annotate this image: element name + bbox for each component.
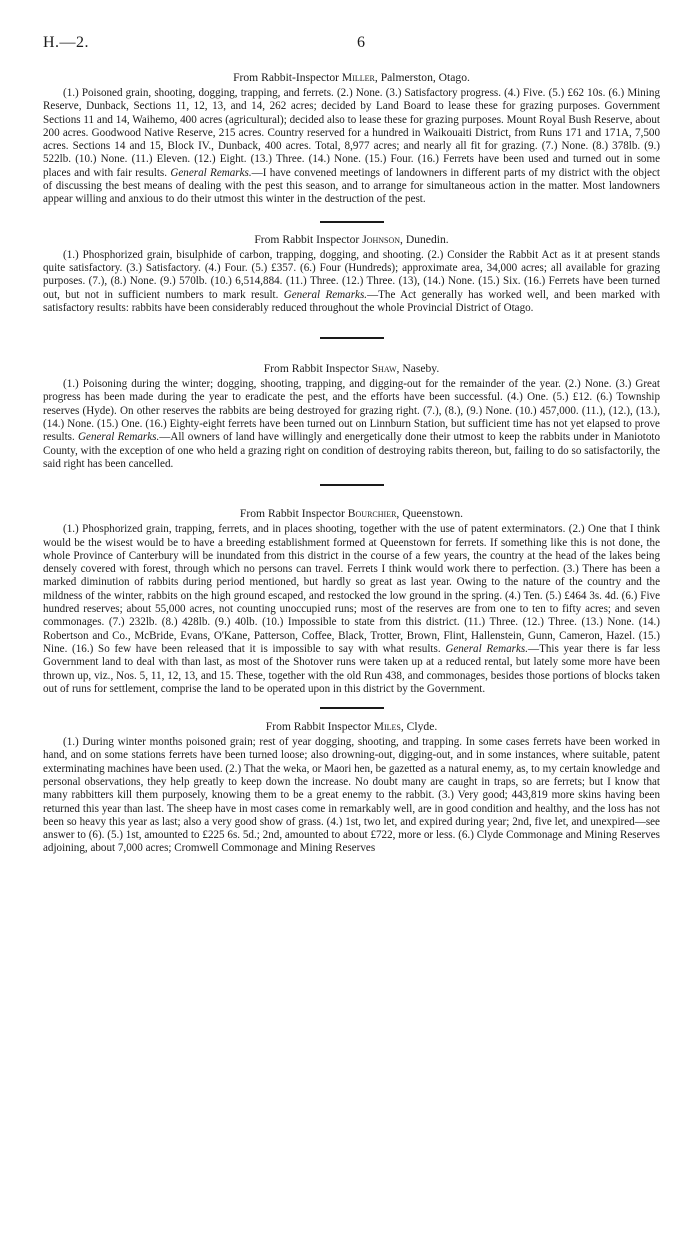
general-remarks-text: —All owners of land have willingly and energetically done their utmost to keep the rabbits under in Maniototo County, with the exception of one who held a grazing right on condition of destroying rabits thereon, but, failing to do so satisfactorily, the said right has been cancelled. bbox=[43, 431, 661, 470]
general-remarks-text: —The Act generally has worked well, and been marked with satisfactory results: rabbits have been considerably reduced throughout the whole Provincial District of Otago. bbox=[43, 288, 661, 314]
section-heading bbox=[43, 361, 660, 376]
heading-prefix: From Rabbit Inspector bbox=[254, 232, 363, 246]
answers-text: (1.) Phosphorized grain, trapping, ferrets, and in places shooting, together with the use of patent exterminators. (2.) One that I think would be the wisest would be to have a breeding establishment formed at Queenstown for ferrets. If something like this is not done, the whole Province of Canterbury will be inundated from this district in the course of a few years, the country at the head of the lakes being densely covered with forest, through which no persons can travel. Ferrets I think would work there to perfection. (3.) There has been a marked diminution of rabbits during period mentioned, but hardly so great as last year. Owing to the nature of the country and the mildness of the winter, rabbits on the high ground escaped, and restocked the low ground in the spring. (4.) Ten. (5.) £464 3s. 4d. (6.) Five hundred reserves; about 55,000 acres, not counting unoccupied runs; most of the reserves are from one to ten to fifty acres; and seven commonages. (7.) 232lb. (8.) 428lb. (9.) 40lb. (10.) Impossible to state from this district. (11.) Three. (12.) Three. (13.) None. (14.) Robertson and Co., McBride, Evans, O'Kane, Patterson, Coffee, Black, Trotter, Brown, Flint, Hallenstein, Gunn, Cameron, Hazel. (15.) Nine. (16.) So few have been released that it is impossible to say with what results. bbox=[43, 523, 660, 655]
general-remarks-label: General Remarks. bbox=[445, 642, 528, 655]
answers-text: (1.) Poisoning during the winter; dogging, shooting, trapping, and digging-out for the remainder of the year. (2.) None. (3.) Great progress has been made during the year to eradicate the pest, and the efforts have been successful. (4.) One. (5.) £12. (6.) Township reserves (Hyde). On other reserves the rabbits are being destroyed for grazing right. (7.), (8.), (9.) None. (10.) 457,000. (11.), (12.), (13.), (14.) None. (15.) One. (16.) Eighty-eight ferrets have been turned out on Linnburn Station, but sufficient time has not yet elapsed to prove results. bbox=[43, 378, 660, 444]
general-remarks-label: General Remarks. bbox=[78, 431, 160, 444]
general-remarks-text: —I have convened meetings of landowners in different parts of my district with the object of discussing the best means of dealing with the pest this season, and to arrange for simultaneous action in the matter. Most landowners appear willing and anxious to do their utmost this winter in the destruction of the pest. bbox=[43, 166, 660, 206]
report-section-miller bbox=[43, 70, 660, 207]
section-body bbox=[43, 523, 660, 696]
inspector-name: Miles bbox=[373, 720, 401, 734]
report-section-johnson bbox=[43, 232, 660, 315]
general-remarks-text: —This year there is far less Government land to deal with than last, as most of the Shotover runs were taken up at a reduced rental, but lately some more have been thrown up, viz., Nos. 5, 11, 12, 13, and 15. These, together with the old Run 438, and commonages, besides those portions of blocks taken out of runs for settlement, comprise the land to be operated upon in this district by the Government. bbox=[43, 642, 661, 695]
page-number: 6 bbox=[357, 34, 365, 51]
section-heading bbox=[43, 506, 660, 521]
general-remarks-label: General Remarks. bbox=[283, 288, 368, 301]
inspector-name: Miller bbox=[341, 71, 375, 84]
section-body bbox=[43, 378, 660, 471]
heading-prefix: From Rabbit-Inspector bbox=[233, 71, 342, 84]
section-body bbox=[43, 87, 660, 207]
heading-location: , Dunedin. bbox=[400, 232, 449, 246]
section-heading bbox=[43, 719, 660, 734]
answers-text: (1.) During winter months poisoned grain; rest of year dogging, shooting, and trapping. In some cases ferrets have been worked in hand, and on some stations ferrets have been turned loose; also drowning-out, digging-out, and in some instances, where suitable, patent exterminating machines have been used. (2.) That the weka, or Maori hen, be gazetted as a natural enemy, as, to my certain knowledge and personal observations, they help greatly to keep down the increase. No doubt many are caught in traps, so are ferrets; but I know that many rabbitters kill them purposely, knowing them to be a great enemy to the rabbit. (3.) Very good; 443,819 more skins having been returned this year than last. The sheep have in most cases come in remarkably well, are in good condition and healthy, and the loss has not been so heavy this year as last; also a very good show of grass. (4.) 1st, two let, and expired during year; 2nd, five let, and unexpired—see answer to (6). (5.) 1st, amounted to £225 6s. 5d.; 2nd, amounted to about £722, more or less. (6.) Clyde Commonage and Mining Reserves adjoining, about 7,000 acres; Cromwell Commonage and Mining Reserves bbox=[43, 736, 660, 855]
heading-location: , Clyde. bbox=[400, 720, 438, 734]
inspector-name: Bourchier bbox=[347, 507, 397, 521]
inspector-name: Shaw bbox=[371, 362, 397, 376]
inspector-name: Johnson bbox=[362, 232, 401, 246]
section-divider bbox=[320, 337, 384, 339]
report-section-miles bbox=[43, 719, 660, 856]
section-body bbox=[43, 736, 660, 856]
general-remarks-label: General Remarks. bbox=[170, 166, 252, 179]
section-divider bbox=[320, 221, 384, 223]
section-heading bbox=[43, 70, 660, 85]
answers-text: (1.) Phosphorized grain, bisulphide of carbon, trapping, dogging, and shooting. (2.) Consider the Rabbit Act as it at present stands quite satisfactory. (3.) Satisfactory. (4.) Four. (5.) £357. (6.) Four (Hundreds); approximate area, 34,000 acres; all available for grazing purposes. (7.), (8.) None. (9.) 570lb. (10.) 6,514,884. (11.) Three. (12.) Three. (13), (14.) None. (15.) Six. (16.) Ferrets have been turned out, but not in sufficient numbers to mark result. bbox=[43, 248, 660, 301]
section-divider bbox=[320, 707, 384, 709]
answers-text: (1.) Poisoned grain, shooting, dogging, trapping, and ferrets. (2.) None. (3.) Satisfactory progress. (4.) Five. (5.) £62 10s. (6.) Mining Reserve, Dunback, Sections 11, 12, 13, and 14, 262 acres; decided by Land Board to lease these for grazing purposes. Government Sections 11 and 14, Waihemo, 400 acres (agricultural); decided also to lease these for grazing purposes. Mount Royal Bush Reserve, about 200 acres. Goodwood Native Reserve, 215 acres. Country reserved for a hundred in Waikouaiti District, from Runs 171 and 171A, 7,500 acres. Sections 14 and 15, Block IV., Dunback, 400 acres. Total, 8,977 acres; and nearly all fit for grazing. (7.) None. (8.) 378lb. (9.) 522lb. (10.) None. (11.) Eleven. (12.) Eight. (13.) Three. (14.) None. (15.) Four. (16.) Ferrets have been used and turned out in some places and with fair results. bbox=[43, 87, 660, 179]
report-section-bourchier bbox=[43, 506, 660, 696]
heading-location: , Palmerston, Otago. bbox=[374, 71, 470, 84]
heading-prefix: From Rabbit Inspector bbox=[239, 507, 348, 521]
document-reference: H.—2. bbox=[43, 34, 90, 51]
report-section-shaw bbox=[43, 361, 660, 471]
heading-location: , Naseby. bbox=[396, 362, 440, 376]
heading-prefix: From Rabbit Inspector bbox=[263, 362, 372, 376]
heading-location: , Queenstown. bbox=[396, 507, 464, 521]
page-header bbox=[43, 34, 660, 62]
section-divider bbox=[320, 484, 384, 486]
section-heading bbox=[43, 232, 660, 247]
section-body bbox=[43, 249, 660, 315]
heading-prefix: From Rabbit Inspector bbox=[265, 720, 374, 734]
